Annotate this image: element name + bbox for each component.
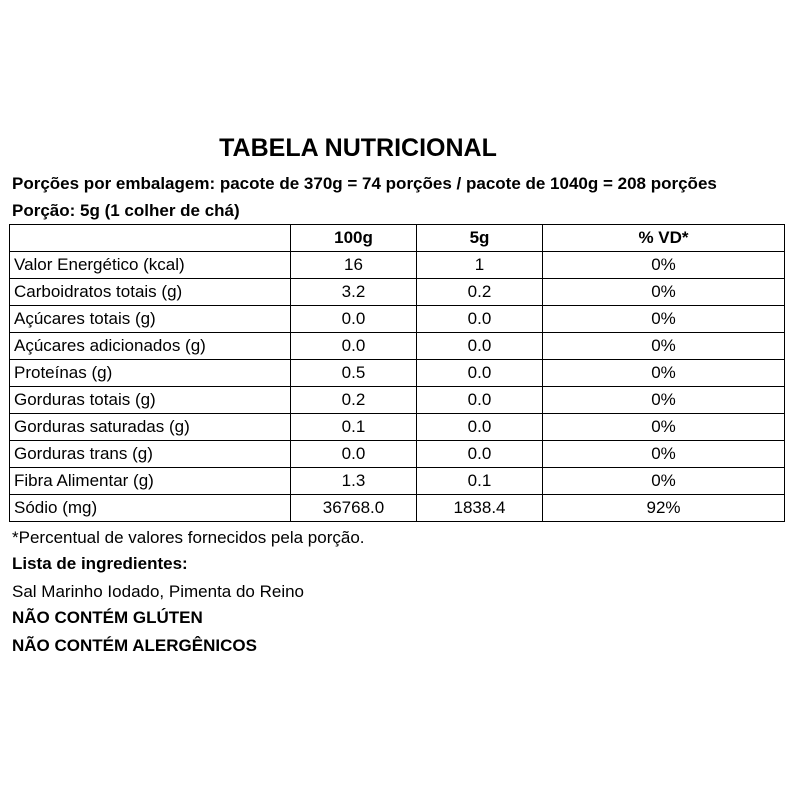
nutrition-table [9, 224, 785, 522]
table-row [10, 441, 785, 468]
nutrient-label: Sódio (mg) [10, 495, 291, 522]
value-100g: 3.2 [291, 279, 417, 306]
nutrient-label: Proteínas (g) [10, 360, 291, 387]
nutrient-label: Carboidratos totais (g) [10, 279, 291, 306]
value-vd: 0% [543, 414, 785, 441]
gluten-statement: NÃO CONTÉM GLÚTEN [12, 608, 203, 627]
value-vd: 92% [543, 495, 785, 522]
value-5g: 1838.4 [417, 495, 543, 522]
value-100g: 1.3 [291, 468, 417, 495]
table-row [10, 468, 785, 495]
value-5g: 0.0 [417, 360, 543, 387]
value-vd: 0% [543, 360, 785, 387]
value-5g: 0.1 [417, 468, 543, 495]
value-5g: 0.0 [417, 333, 543, 360]
nutrient-label: Fibra Alimentar (g) [10, 468, 291, 495]
value-vd: 0% [543, 468, 785, 495]
nutrient-label: Gorduras trans (g) [10, 441, 291, 468]
value-5g: 1 [417, 252, 543, 279]
value-100g: 0.0 [291, 333, 417, 360]
value-vd: 0% [543, 387, 785, 414]
table-row [10, 306, 785, 333]
table-row [10, 495, 785, 522]
value-vd: 0% [543, 306, 785, 333]
nutrient-label: Açúcares adicionados (g) [10, 333, 291, 360]
nutrient-label: Açúcares totais (g) [10, 306, 291, 333]
value-vd: 0% [543, 279, 785, 306]
value-5g: 0.0 [417, 306, 543, 333]
header-per-5g: 5g [417, 225, 543, 252]
table-row [10, 333, 785, 360]
value-5g: 0.0 [417, 387, 543, 414]
label-title: TABELA NUTRICIONAL [219, 134, 497, 162]
vd-footnote: *Percentual de valores fornecidos pela porção. [12, 528, 365, 547]
value-vd: 0% [543, 252, 785, 279]
table-row [10, 414, 785, 441]
nutrient-label: Gorduras totais (g) [10, 387, 291, 414]
value-100g: 0.1 [291, 414, 417, 441]
table-row [10, 387, 785, 414]
table-row [10, 360, 785, 387]
ingredients-list: Sal Marinho Iodado, Pimenta do Reino [12, 582, 305, 601]
nutrient-label: Valor Energético (kcal) [10, 252, 291, 279]
value-100g: 0.2 [291, 387, 417, 414]
ingredients-heading: Lista de ingredientes: [12, 554, 188, 573]
table-row [10, 252, 785, 279]
value-vd: 0% [543, 441, 785, 468]
value-100g: 36768.0 [291, 495, 417, 522]
value-vd: 0% [543, 333, 785, 360]
value-100g: 0.0 [291, 306, 417, 333]
value-100g: 0.0 [291, 441, 417, 468]
header-per-100g: 100g [291, 225, 417, 252]
portion-size: Porção: 5g (1 colher de chá) [12, 201, 240, 220]
value-100g: 16 [291, 252, 417, 279]
value-5g: 0.0 [417, 441, 543, 468]
table-row [10, 279, 785, 306]
value-5g: 0.2 [417, 279, 543, 306]
header-daily-value: % VD* [543, 225, 785, 252]
header-nutrient [10, 225, 291, 252]
servings-per-package: Porções por embalagem: pacote de 370g = 74 porções / pacote de 1040g = 208 porções [12, 174, 717, 193]
value-5g: 0.0 [417, 414, 543, 441]
value-100g: 0.5 [291, 360, 417, 387]
allergen-statement: NÃO CONTÉM ALERGÊNICOS [12, 636, 257, 655]
table-header-row [10, 225, 785, 252]
nutrient-label: Gorduras saturadas (g) [10, 414, 291, 441]
